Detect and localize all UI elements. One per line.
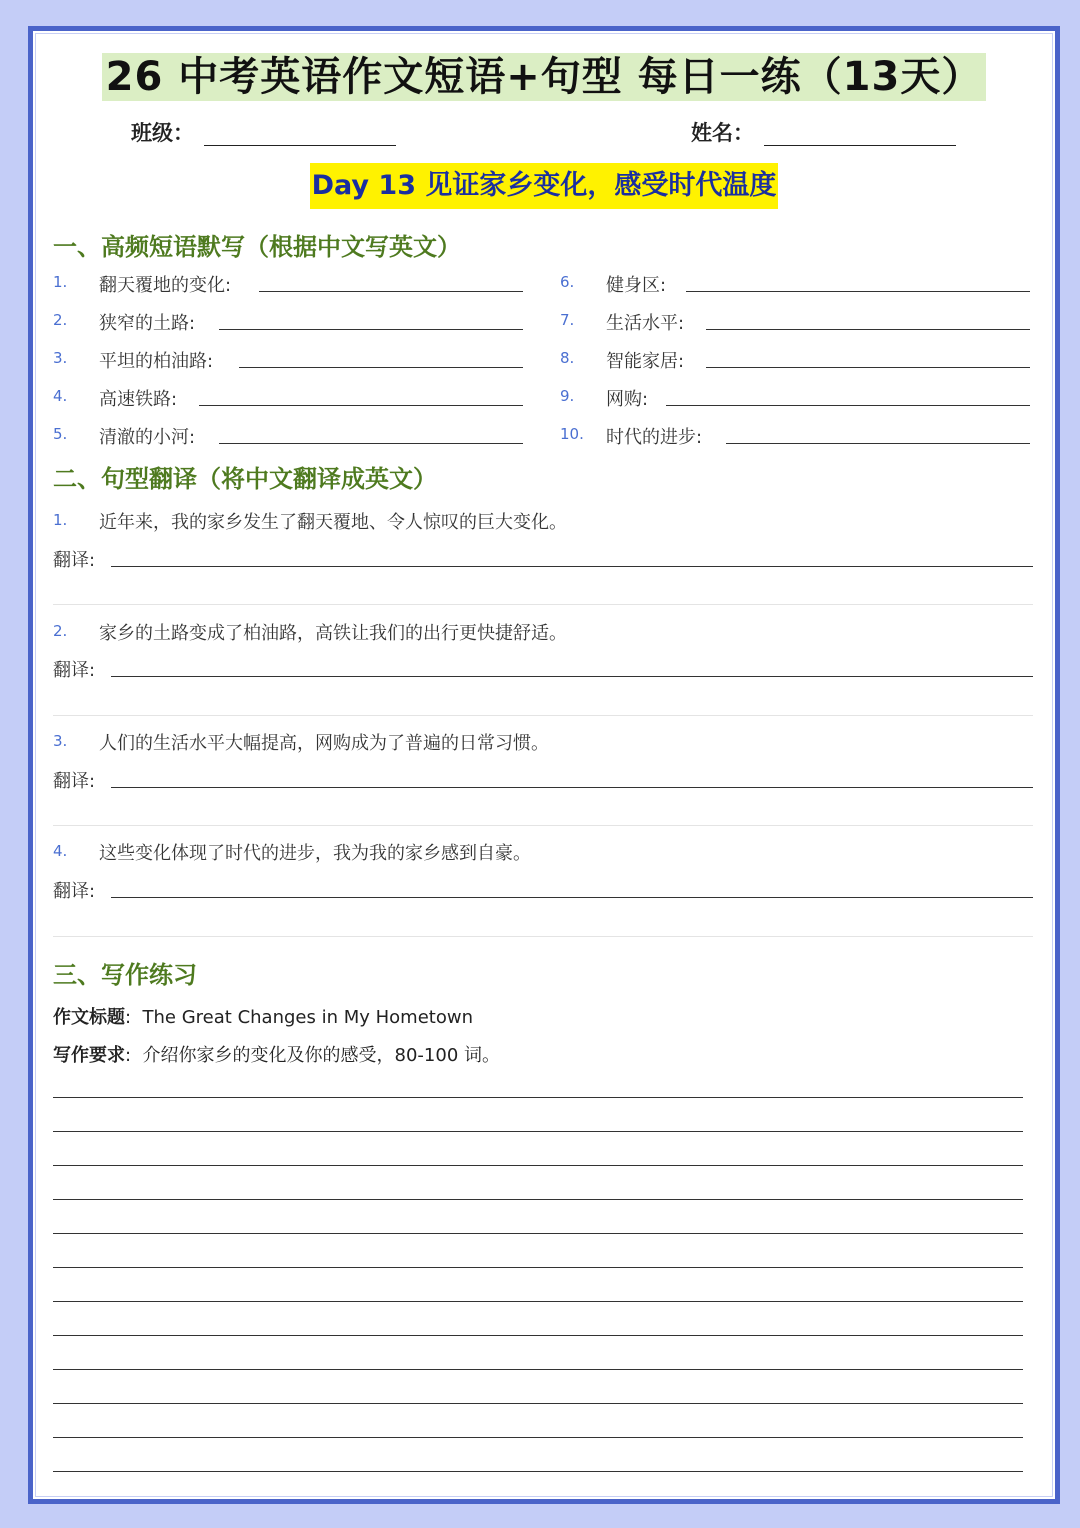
phrase-num: 10. [560, 425, 584, 443]
phrase-answer-line[interactable] [726, 443, 1030, 444]
section1-title: 一、高频短语默写（根据中文写英文） [53, 233, 461, 261]
sentence-num: 1. [53, 511, 68, 529]
phrase-answer-line[interactable] [219, 329, 523, 330]
essay-requirement-text: 介绍你家乡的变化及你的感受，80-100 词。 [142, 1045, 501, 1066]
writing-line[interactable] [53, 1267, 1023, 1268]
writing-line[interactable] [53, 1097, 1023, 1098]
phrase-answer-line[interactable] [706, 329, 1030, 330]
class-blank[interactable] [204, 125, 396, 146]
phrase-num: 4. [53, 387, 68, 405]
phrase-label: 时代的进步: [606, 427, 703, 448]
translation-answer-line[interactable] [111, 566, 1033, 567]
phrase-item [53, 423, 523, 447]
phrase-num: 9. [560, 387, 575, 405]
phrase-label: 网购: [606, 389, 649, 410]
translation-row [53, 656, 1033, 680]
essay-topic-sep: : [125, 1007, 132, 1028]
translation-label: 翻译: [53, 660, 96, 681]
divider [53, 825, 1033, 826]
essay-topic-text: The Great Changes in My Hometown [142, 1007, 473, 1028]
sentence-text: 家乡的土路变成了柏油路，高铁让我们的出行更快捷舒适。 [99, 623, 567, 644]
phrase-item [560, 423, 1030, 447]
phrase-num: 8. [560, 349, 575, 367]
divider [53, 604, 1033, 605]
phrase-label: 生活水平: [606, 313, 685, 334]
essay-topic [53, 1003, 473, 1029]
phrase-num: 3. [53, 349, 68, 367]
name-blank[interactable] [764, 125, 956, 146]
sentence-num: 3. [53, 732, 68, 750]
translation-label: 翻译: [53, 881, 96, 902]
translation-label: 翻译: [53, 550, 96, 571]
writing-line[interactable] [53, 1199, 1023, 1200]
phrase-num: 6. [560, 273, 575, 291]
sentence-text: 这些变化体现了时代的进步，我为我的家乡感到自豪。 [99, 843, 531, 864]
writing-line[interactable] [53, 1437, 1023, 1438]
divider [53, 936, 1033, 937]
phrase-num: 2. [53, 311, 68, 329]
section2-title: 二、句型翻译（将中文翻译成英文） [53, 465, 437, 493]
phrase-answer-line[interactable] [219, 443, 523, 444]
class-field [131, 117, 396, 147]
writing-line[interactable] [53, 1403, 1023, 1404]
essay-requirement [53, 1041, 500, 1067]
translation-row [53, 877, 1033, 901]
phrase-num: 1. [53, 273, 68, 291]
essay-requirement-sep: : [125, 1045, 132, 1066]
writing-line[interactable] [53, 1335, 1023, 1336]
phrase-label: 翻天覆地的变化: [99, 275, 232, 296]
phrase-item [560, 271, 1030, 295]
sentence-num: 4. [53, 842, 68, 860]
phrase-answer-line[interactable] [706, 367, 1030, 368]
translation-row [53, 767, 1033, 791]
writing-line[interactable] [53, 1471, 1023, 1472]
worksheet-page [28, 26, 1060, 1504]
day-title-container [33, 163, 1055, 209]
class-label: 班级： [131, 120, 194, 145]
translation-label: 翻译: [53, 771, 96, 792]
writing-line[interactable] [53, 1233, 1023, 1234]
phrase-item [560, 309, 1030, 333]
phrase-label: 清澈的小河: [99, 427, 196, 448]
title-container [33, 53, 1055, 101]
phrase-answer-line[interactable] [259, 291, 523, 292]
phrase-answer-line[interactable] [199, 405, 523, 406]
phrase-item [53, 309, 523, 333]
name-field [691, 117, 956, 147]
sentence-text: 人们的生活水平大幅提高，网购成为了普遍的日常习惯。 [99, 733, 549, 754]
phrase-item [53, 385, 523, 409]
translation-answer-line[interactable] [111, 787, 1033, 788]
day-title: Day 13 见证家乡变化，感受时代温度 [310, 163, 779, 209]
essay-topic-label: 作文标题 [53, 1007, 125, 1028]
phrase-answer-line[interactable] [666, 405, 1030, 406]
translation-row [53, 546, 1033, 570]
name-label: 姓名： [691, 120, 754, 145]
phrase-label: 高速铁路: [99, 389, 178, 410]
sentence-num: 2. [53, 622, 68, 640]
translation-answer-line[interactable] [111, 676, 1033, 677]
phrase-label: 智能家居: [606, 351, 685, 372]
phrase-answer-line[interactable] [686, 291, 1030, 292]
writing-line[interactable] [53, 1131, 1023, 1132]
essay-requirement-label: 写作要求 [53, 1045, 125, 1066]
translation-answer-line[interactable] [111, 897, 1033, 898]
phrase-label: 狭窄的土路: [99, 313, 196, 334]
writing-line[interactable] [53, 1165, 1023, 1166]
phrase-item [53, 347, 523, 371]
phrase-label: 健身区: [606, 275, 667, 296]
page-title: 26 中考英语作文短语+句型 每日一练（13天） [102, 53, 987, 101]
sentence-text: 近年来，我的家乡发生了翻天覆地、令人惊叹的巨大变化。 [99, 512, 567, 533]
divider [53, 715, 1033, 716]
writing-line[interactable] [53, 1301, 1023, 1302]
phrase-label: 平坦的柏油路: [99, 351, 214, 372]
phrase-item [560, 385, 1030, 409]
writing-line[interactable] [53, 1369, 1023, 1370]
phrase-item [53, 271, 523, 295]
phrase-item [560, 347, 1030, 371]
section3-title: 三、写作练习 [53, 961, 197, 989]
phrase-num: 5. [53, 425, 68, 443]
phrase-answer-line[interactable] [239, 367, 523, 368]
phrase-num: 7. [560, 311, 575, 329]
